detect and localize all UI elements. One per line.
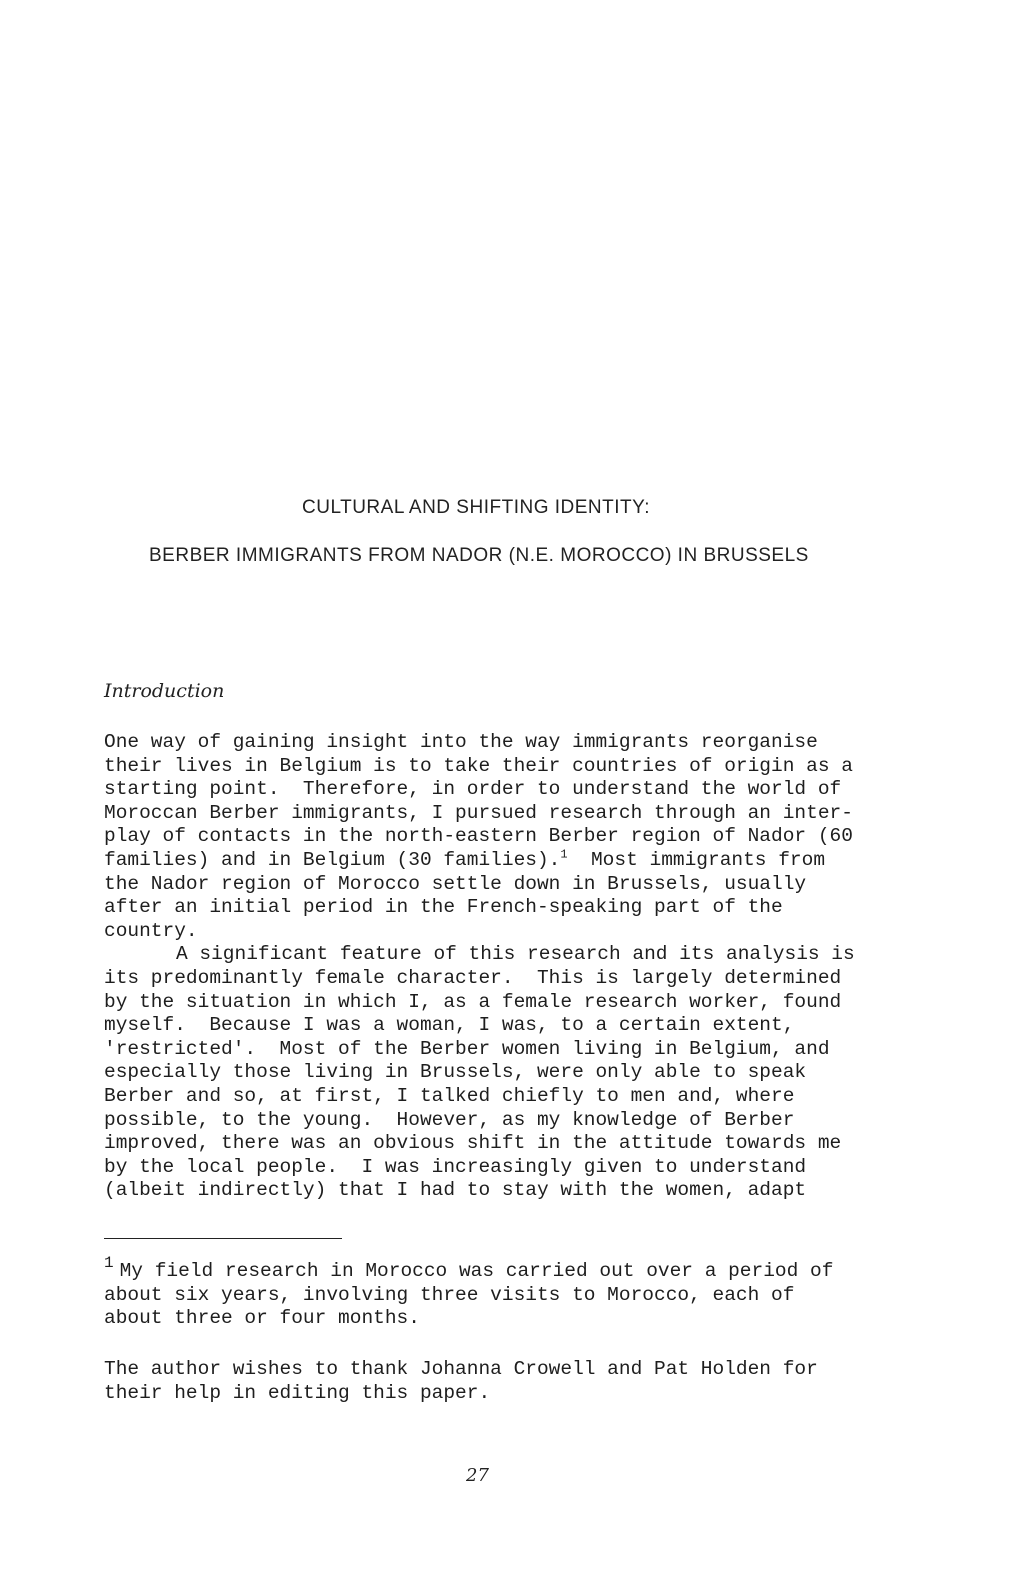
text-line: about three or four months. xyxy=(104,1307,420,1330)
text-line: Berber and so, at first, I talked chiefly to men and, where xyxy=(104,1084,795,1107)
footnote-divider xyxy=(104,1238,342,1239)
text-line xyxy=(104,849,884,873)
footnote-reference[interactable]: 1 xyxy=(560,847,568,862)
text-segment: families) and in Belgium (30 families). xyxy=(104,848,561,871)
body-text xyxy=(104,731,884,1203)
footnote xyxy=(104,1252,884,1331)
text-line: (albeit indirectly) that I had to stay with the women, adapt xyxy=(104,1179,807,1202)
text-line: their lives in Belgium is to take their countries of origin as a xyxy=(104,754,853,777)
text-line xyxy=(104,1252,884,1284)
text-line: especially those living in Brussels, were only able to speak xyxy=(104,1061,807,1084)
title-line-1: CULTURAL AND SHIFTING IDENTITY: xyxy=(302,497,651,518)
text-line: One way of gaining insight into the way immigrants reorganise xyxy=(104,731,818,753)
footnote-marker: 1 xyxy=(104,1254,114,1272)
text-line: A significant feature of this research and its analysis is xyxy=(176,943,855,966)
text-line: 'restricted'. Most of the Berber women living in Belgium, and xyxy=(104,1037,830,1060)
text-line: starting point. Therefore, in order to understand the world of xyxy=(104,778,842,801)
text-line: about six years, involving three visits to Morocco, each of xyxy=(104,1283,795,1306)
acknowledgement xyxy=(104,1358,884,1405)
text-line: by the local people. I was increasingly given to understand xyxy=(104,1155,807,1178)
text-segment: My field research in Morocco was carried out over a period of xyxy=(119,1260,834,1282)
text-line: possible, to the young. However, as my knowledge of Berber xyxy=(104,1108,795,1131)
paragraph-2 xyxy=(104,943,884,1203)
text-line: country. xyxy=(104,919,198,942)
text-line: play of contacts in the north-eastern Berber region of Nador (60 xyxy=(104,825,853,848)
text-line: myself. Because I was a woman, I was, to a certain extent, xyxy=(104,1014,795,1037)
text-line: by the situation in which I, as a female research worker, found xyxy=(104,990,842,1013)
text-line: Moroccan Berber immigrants, I pursued research through an inter- xyxy=(104,801,853,824)
text-line: their help in editing this paper. xyxy=(104,1381,491,1404)
text-line: The author wishes to thank Johanna Crowell and Pat Holden for xyxy=(104,1358,818,1380)
text-line: the Nador region of Morocco settle down in Brussels, usually xyxy=(104,872,807,895)
title-line-2: BERBER IMMIGRANTS FROM NADOR (N.E. MOROCCO) IN BRUSSELS xyxy=(149,545,809,566)
page-number: 27 xyxy=(466,1465,489,1486)
paragraph-1 xyxy=(104,731,884,943)
text-segment: Most immigrants from xyxy=(567,848,826,871)
text-line: improved, there was an obvious shift in the attitude towards me xyxy=(104,1132,842,1155)
text-line: after an initial period in the French-speaking part of the xyxy=(104,896,783,919)
text-line: its predominantly female character. This is largely determined xyxy=(104,966,842,989)
section-heading: Introduction xyxy=(104,680,225,702)
